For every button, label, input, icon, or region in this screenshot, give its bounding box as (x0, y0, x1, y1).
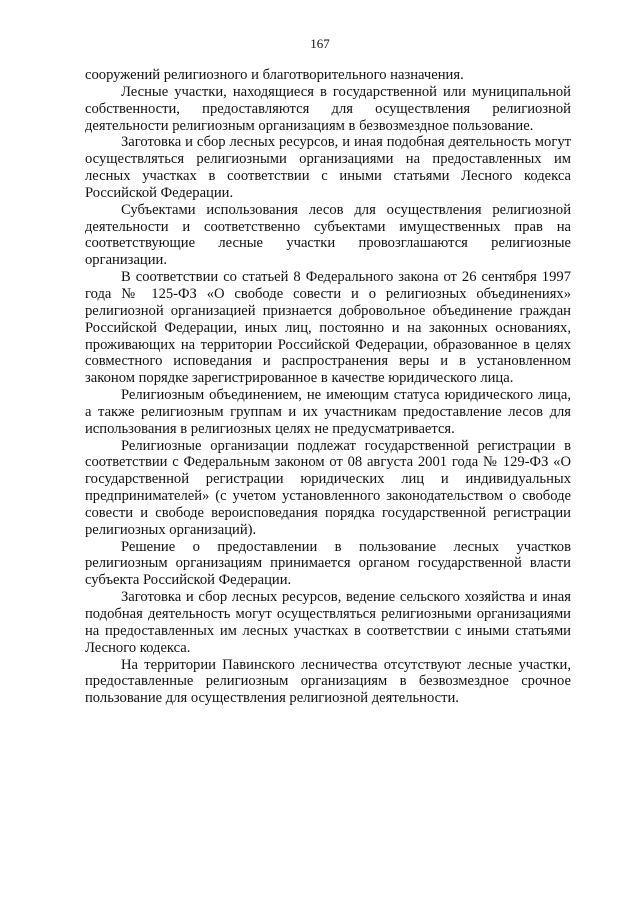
document-body (85, 67, 571, 707)
page-number: 167 (310, 36, 330, 51)
paragraph-state-registration: Религиозные организации подлежат государственной регистрации в соответствии с Федеральным законом от 08 августа 2001 года № 129-ФЗ «О государственной регистрации юридических лиц и индивидуальных предпринимателей» (с учетом установленного законодательством о свободе совести и свободе вероисповедания порядка государственной регистрации религиозных организаций). (85, 437, 571, 538)
paragraph-decision: Решение о предоставлении в пользование лесных участков религиозным организациям принимается органом государственной власти субъекта Российской Федерации. (85, 538, 571, 589)
paragraph-subjects: Субъектами использования лесов для осуществления религиозной деятельности и соответственно субъектами имущественных прав на соответствующие лесные участки провозглашаются религиозные организации. (85, 201, 571, 269)
paragraph-forest-plots: Лесные участки, находящиеся в государственной или муниципальной собственности, предоставляются для осуществления религиозной деятельности религиозным организациям в безвозмездное пользование. (85, 83, 571, 134)
paragraph-pavinskoe-forestry: На территории Павинского лесничества отсутствуют лесные участки, предоставленные религиозным организациям в безвозмездное срочное пользование для осуществления религиозной деятельности. (85, 656, 571, 707)
paragraph-harvesting-agriculture: Заготовка и сбор лесных ресурсов, ведение сельского хозяйства и иная подобная деятельность могут осуществляться религиозными организациями на предоставленных им лесных участках в соответствии с иными статьями Лесного кодекса. (85, 589, 571, 656)
paragraph-religious-associations: Религиозным объединением, не имеющим статуса юридического лица, а также религиозным группам и их участникам предоставление лесов для использования в религиозных целях не предусматривается. (85, 387, 571, 437)
paragraph-federal-law-125: В соответствии со статьей 8 Федерального закона от 26 сентября 1997 года № 125-ФЗ «О свободе совести и о религиозных объединениях» религиозной организацией признается добровольное объединение граждан Российской Федерации, иных лиц, постоянно и на законных основаниях, проживающих на территории Российской Федерации, образованное в целях совместного исповедания и распространения веры и в установленном законом порядке зарегистрированное в качестве юридического лица. (85, 269, 571, 387)
paragraph-continuation: сооружений религиозного и благотворительного назначения. (85, 67, 464, 83)
paragraph-resource-harvesting: Заготовка и сбор лесных ресурсов, и иная подобная деятельность могут осуществляться религиозными организациями на предоставленных им лесных участках в соответствии с иными статьями Лесного кодекса Российской Федерации. (85, 134, 571, 201)
